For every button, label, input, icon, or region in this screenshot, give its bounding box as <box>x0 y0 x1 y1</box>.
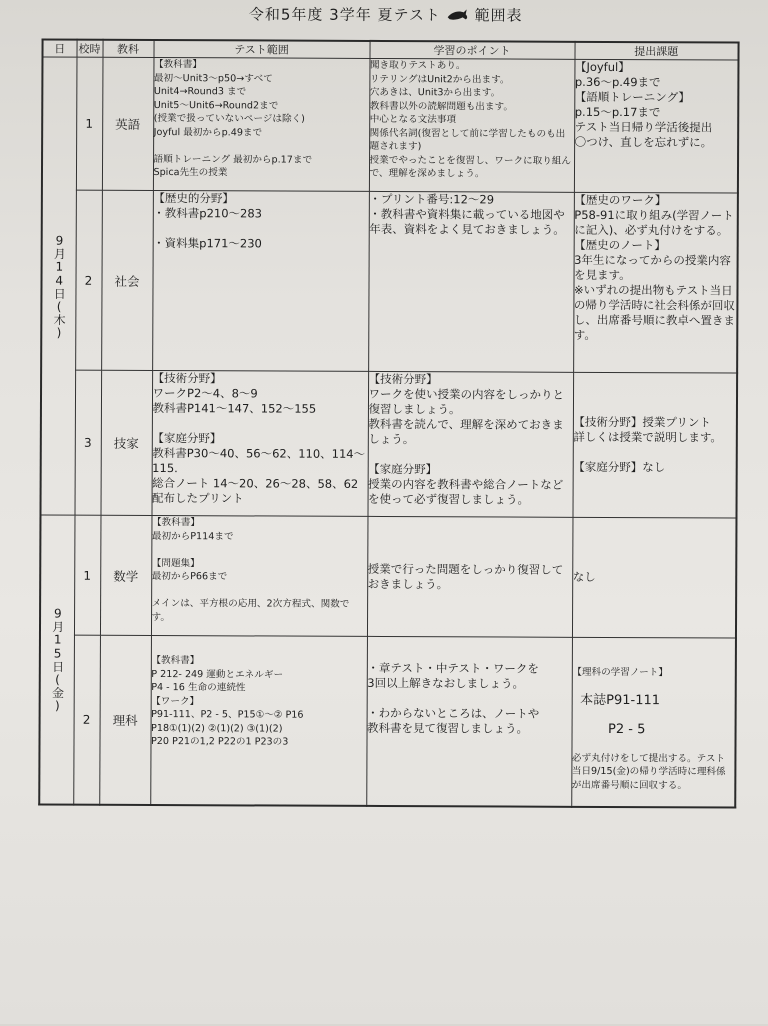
points-cell: 【技術分野】 ワークを使い授業の内容をしっかりと復習しましょう。 教科書を読んで、理解を深めておきましょう。 【家庭分野】 授業の内容を教科書や総合ノートなどを使って必ず復習しましょう。 <box>367 371 573 517</box>
header-subject: 教科 <box>102 40 153 58</box>
header-range: テスト範囲 <box>153 40 369 58</box>
period-cell: 1 <box>76 57 103 190</box>
points-cell: ・章テスト・中テスト・ワークを 3回以上解きなおしましょう。 ・わからないところは、ノートや 教科書を見て復習しましょう。 <box>366 636 572 806</box>
header-tasks: 提出課題 <box>574 42 738 60</box>
range-cell: 【教科書】 P 212- 249 運動とエネルギー P4 - 16 生命の連続性 【ワーク】 P91-111、P2 - 5、P15①～② P16 P18①(1)(2) ②(1)(2) ③(1)(2) P20 P21の1,2 P22の1 P23の3 <box>150 635 367 805</box>
range-cell: 【教科書】 最初からP114まで 【問題集】 最初からP66まで メインは、平方根の応用、2次方程式、関数です。 <box>151 515 368 636</box>
table-row <box>42 57 739 193</box>
tasks-pages-main: 本誌P91-111 <box>580 692 661 708</box>
points-cell: 聞き取りテストあり。 リテリングはUnit2から出ます。 穴あきは、Unit3から出ます。 教科書以外の読解問題も出ます。 中心となる文法事項 関係代名詞(復習として前に学習したものも出題されます) 授業でやったことを復習し、ワークに取り組んで、理解を深めましょう。 <box>369 58 575 192</box>
tasks-cell: なし <box>572 517 737 638</box>
subject-cell: 技家 <box>100 370 152 515</box>
tasks-heading: 【理科の学習ノート】 <box>572 666 668 678</box>
subject-cell: 英語 <box>102 57 154 190</box>
points-cell: 授業で行った問題をしっかり復習しておきましょう。 <box>367 516 573 637</box>
date-cell-day2: 9月15日(金) <box>39 515 74 804</box>
tasks-cell <box>571 637 736 807</box>
dolphin-icon <box>447 8 469 22</box>
tasks-pages-sub: P2 - 5 <box>608 721 646 738</box>
subject-cell: 社会 <box>101 190 153 370</box>
period-cell: 3 <box>74 370 101 515</box>
header-period: 校時 <box>76 40 102 58</box>
table-row <box>39 635 736 807</box>
range-cell: 【教科書】 最初～Unit3～p50→すべて Unit4→Round3 まで Unit5～Unit6→Round2まで (授業で扱っていないページは除く) Joyful 最初からp.49まで 語順トレーニング 最初からp.17まで Spica先生の授業 <box>153 57 370 191</box>
header-day: 日 <box>42 40 76 58</box>
range-cell: 【技術分野】 ワークP2～4、8～9 教科書P141～147、152～155 【家庭分野】 教科書P30～40、56～62、110、114～115. 総合ノート 14～20、26～28、58、62 配布したプリント <box>151 370 368 516</box>
range-cell: 【歴史的分野】 ・教科書p210～283 ・資料集p171～230 <box>152 190 369 371</box>
title-main: 令和5年度 3学年 夏テスト <box>248 5 441 25</box>
tasks-note: 必ず丸付けをして提出する。テスト当日9/15(金)の帰り学活時に理科係が出席番号順に回収する。 <box>571 752 726 791</box>
subject-cell: 数学 <box>100 515 152 635</box>
period-cell: 1 <box>74 515 101 635</box>
subject-cell: 理科 <box>99 635 151 804</box>
tasks-cell: 【Joyful】 p.36～p.49まで 【語順トレーニング】 p.15～p.17まで テスト当日帰り学活後提出 〇つけ、直しを忘れずに。 <box>574 59 739 193</box>
table-row <box>41 190 738 373</box>
table-row <box>40 515 737 638</box>
date-cell-day1: 9月14日(木) <box>40 57 76 515</box>
period-cell: 2 <box>75 190 102 370</box>
page-title <box>2 2 768 26</box>
table-row <box>40 370 737 518</box>
header-points: 学習のポイント <box>369 41 574 59</box>
period-cell: 2 <box>73 635 100 804</box>
points-cell: ・プリント番号:12～29 ・教科書や資料集に載っている地図や年表、資料をよく見ておきましょう。 <box>368 191 574 372</box>
test-range-table <box>38 39 739 809</box>
tasks-cell: 【技術分野】授業プリント 詳しくは授業で説明します。 【家庭分野】なし <box>572 372 737 518</box>
tasks-cell: 【歴史のワーク】 P58-91に取り組み(学習ノートに記入)、必ず丸付けをする。 【歴史のノート】 3年生になってからの授業内容を見ます。 ※いずれの提出物もテスト当日の帰り学活時に社会科係が回収し、出席番号順に教卓へ置きます。 <box>573 192 738 373</box>
title-suffix: 範囲表 <box>474 6 523 25</box>
